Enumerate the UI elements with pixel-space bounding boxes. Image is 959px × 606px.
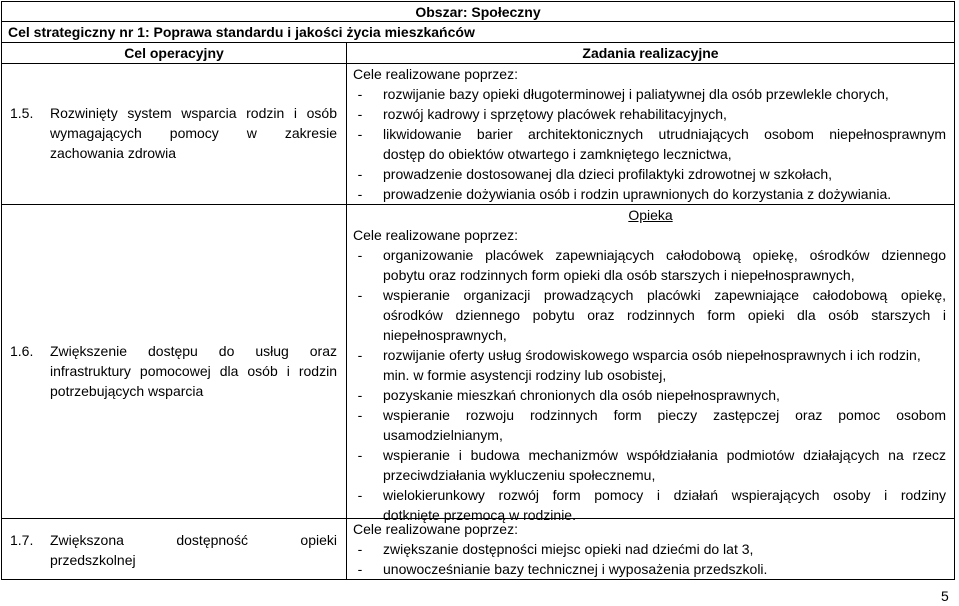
task-line: dostęp do obiektów otwartego i zamkniętego lecznictwa, [383, 146, 732, 162]
task-line: pozyskanie mieszkań chronionych dla osób niepełnosprawnych, [383, 387, 780, 403]
task-text [383, 245, 946, 285]
goal-number: 1.7. [10, 532, 34, 548]
section-heading: Cele realizowane poprzez: [353, 66, 518, 82]
task-item [353, 385, 946, 405]
strategic-goal: Cel strategiczny nr 1: Poprawa standardu i jakości życia mieszkańców [8, 24, 475, 40]
column-divider [346, 42, 347, 579]
task-item [353, 539, 946, 559]
bullet-dash: - [357, 126, 363, 142]
page-number: 5 [941, 588, 949, 604]
task-item [353, 245, 946, 285]
bullet-dash: - [357, 106, 363, 122]
task-line: usamodzielnianym, [383, 427, 503, 443]
goal-number: 1.5. [10, 105, 34, 121]
column-header-tasks: Zadania realizacyjne [582, 45, 719, 61]
task-item [353, 104, 946, 124]
section-heading: Cele realizowane poprzez: [353, 227, 518, 243]
task-line: organizowanie placówek zapewniających całodobową opiekę, ośrodków dziennego [383, 247, 946, 263]
operational-goal [50, 103, 337, 163]
goal-line: wymagających pomocy w zakresie [50, 125, 337, 141]
goal-line: potrzebujących wsparcia [50, 383, 204, 399]
goal-line: Rozwinięty system wsparcia rodzin i osób [50, 105, 337, 121]
task-item [353, 345, 946, 385]
task-line: rozwijanie oferty usług środowiskowego wsparcia osób niepełnosprawnych i ich rodzin, [383, 347, 921, 363]
bullet-dash: - [357, 561, 363, 577]
goal-line: Zwiększona dostępność opieki [50, 532, 337, 548]
section-heading: Cele realizowane poprzez: [353, 521, 518, 537]
task-line: pobytu oraz rodzinnych form opieki dla osób starszych i niepełnosprawnych, [383, 267, 855, 283]
task-item [353, 124, 946, 164]
task-text [383, 124, 946, 164]
task-item [353, 84, 946, 104]
area-title: Obszar: Społeczny [415, 4, 541, 20]
task-line: likwidowanie barier architektonicznych utrudniających osobom niepełnosprawnym [383, 126, 946, 142]
goal-line: zachowania zdrowia [50, 145, 177, 161]
bullet-dash: - [357, 407, 363, 423]
task-line: przeciwdziałania wykluczeniu społecznemu, [383, 467, 656, 483]
task-line: wspieranie rozwoju rodzinnych form pieczy zastępczej oraz pomoc osobom [383, 407, 946, 423]
task-item [353, 405, 946, 445]
bullet-dash: - [357, 541, 363, 557]
bullet-dash: - [357, 287, 363, 303]
operational-goal [50, 341, 337, 401]
task-line: unowocześnianie bazy technicznej i wyposażenia przedszkoli. [383, 561, 768, 577]
bullet-dash: - [357, 447, 363, 463]
task-line: niepełnosprawnych, [383, 327, 507, 343]
task-line: wspieranie organizacji prowadzących placówki zapewniające całodobową opiekę, [383, 287, 946, 303]
task-line: min. w formie asystencji rodziny lub osobistej, [383, 367, 667, 383]
bullet-dash: - [357, 487, 363, 503]
task-line: prowadzenie dostosowanej dla dzieci profilaktyki zdrowotnej w szkołach, [383, 166, 833, 182]
bullet-dash: - [357, 166, 363, 182]
task-line: wielokierunkowy rozwój form pomocy i działań wspierających osoby i rodziny [383, 487, 946, 503]
bullet-dash: - [357, 86, 363, 102]
task-line: zwiększanie dostępności miejsc opieki nad dziećmi do lat 3, [383, 541, 754, 557]
task-line: rozwijanie bazy opieki długoterminowej i paliatywnej dla osób przewlekle chorych, [383, 86, 889, 102]
bullet-dash: - [357, 247, 363, 263]
task-text [383, 405, 946, 445]
bullet-dash: - [357, 347, 363, 363]
goal-line: Zwiększenie dostępu do usług oraz [50, 343, 337, 359]
task-line: dotknięte przemocą w rodzinie. [383, 507, 576, 523]
task-text [383, 445, 946, 485]
bullet-dash: - [357, 387, 363, 403]
task-line: rozwój kadrowy i sprzętowy placówek rehabilitacyjnych, [383, 106, 727, 122]
goals-table [1, 1, 955, 580]
task-item [353, 184, 946, 204]
subsection-title: Opieka [628, 207, 673, 223]
bullet-dash: - [357, 186, 363, 202]
task-item [353, 559, 946, 579]
column-header-operational: Cel operacyjny [124, 45, 224, 61]
task-text [383, 285, 946, 345]
task-item [353, 445, 946, 485]
task-line: prowadzenie dożywiania osób i rodzin uprawnionych do korzystania z dożywiania. [383, 186, 892, 202]
task-line: ośrodków dziennego pobytu oraz rodzinnych form opieki dla osób starszych i [383, 307, 946, 323]
goal-line: infrastruktury pomocowej dla osób i rodzin [50, 363, 337, 379]
task-item [353, 285, 946, 345]
task-line: wspieranie i budowa mechanizmów współdziałania podmiotów działających na rzecz [383, 447, 946, 463]
goal-number: 1.6. [10, 343, 34, 359]
task-item [353, 164, 946, 184]
goal-line: przedszkolnej [50, 552, 136, 568]
task-text [383, 345, 946, 385]
operational-goal [50, 530, 337, 570]
